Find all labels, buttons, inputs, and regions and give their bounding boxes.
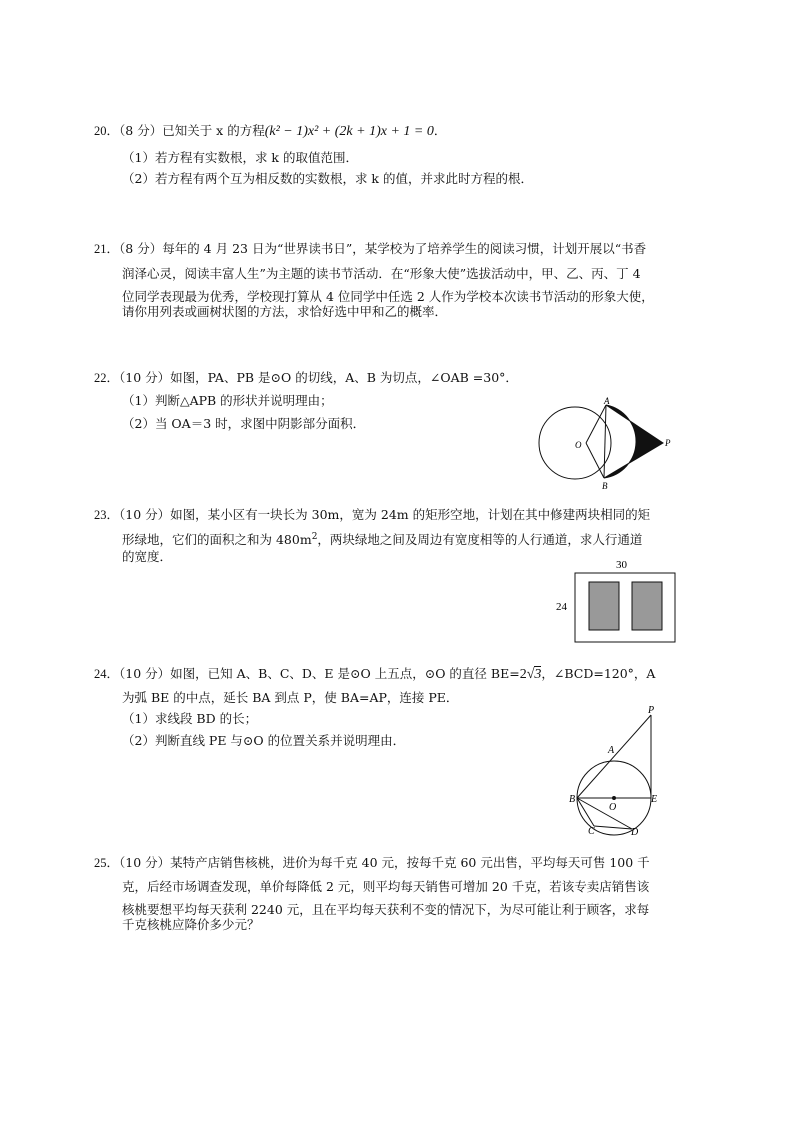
q24-center-dot [612, 796, 616, 800]
q23-width-label: 24 [556, 601, 567, 613]
q24-line-2: 为弧 BE 的中点，延长 BA 到点 P，使 BA=AP，连接 PE． [122, 690, 459, 705]
q24-line-cd [594, 826, 632, 829]
q24-label-d: D [631, 827, 639, 838]
q22-label-a: A [604, 396, 610, 406]
q25-line-1 [94, 853, 650, 873]
q22-part-2: （2）当 OA＝3 时，求图中阴影部分面积． [122, 416, 366, 431]
q21-line-3: 位同学表现最为优秀，学校现打算从 4 位同学中任选 2 人作为学校本次读书节活动的形象大使， [122, 289, 654, 304]
q21-score: （8 分） [119, 241, 163, 256]
q23-line-1 [94, 505, 650, 525]
q22-radius-oa [586, 405, 606, 443]
q22-stem [94, 368, 518, 388]
q24-label-o: O [609, 802, 617, 813]
q20-stem [94, 121, 446, 142]
q25-line-4: 千克核桃应降价多少元？ [122, 917, 260, 932]
q24-label-a: A [608, 745, 615, 756]
q22-figure [530, 396, 680, 491]
q23-sup: 2 [311, 532, 318, 542]
q24-label-c: C [588, 826, 595, 837]
q24-score: （10 分） [119, 666, 171, 681]
q21-text-1: 每年的 4 月 23 日为“世界读书日”，某学校为了培养学生的阅读习惯，计划开展以“书香 [162, 241, 647, 256]
q22-score: （10 分） [119, 370, 171, 385]
q24-part-2: （2）判断直线 PE 与⊙O 的位置关系并说明理由． [122, 733, 406, 748]
q24-label-e: E [651, 794, 658, 805]
q22-chord-ab [604, 405, 606, 478]
q25-score: （10 分） [119, 855, 171, 870]
q24-radicand: 3 [534, 667, 542, 682]
q21-line-4: 请你用列表或画树状图的方法，求恰好选中甲和乙的概率． [122, 304, 448, 319]
q24-line-bd [577, 798, 632, 829]
q21-line-2: 润泽心灵，阅读丰富人生”为主题的读书节活动．在“形象大使”选拔活动中，甲、乙、丙、丁 4 [122, 266, 641, 281]
q22-shaded-region [604, 405, 663, 478]
q25-text-1: 某特产店销售核桃，进价为每千克 40 元，按每千克 60 元出售，平均每天可售 100 千 [170, 855, 650, 870]
q23-green-plot-right [632, 582, 662, 630]
q24-label-p: P [648, 705, 655, 716]
q24-text-1b: ，∠BCD=120°，A [541, 666, 656, 681]
q21-line-1 [94, 239, 646, 259]
q23-green-plot-left [589, 582, 619, 630]
q24-sqrt-expr [520, 666, 542, 682]
q24-label-b: B [569, 794, 576, 805]
q20-stem-end: ． [433, 123, 447, 138]
q23-line-3: 的宽度． [122, 549, 173, 564]
q22-part-1: （1）判断△APB 的形状并说明理由； [122, 393, 333, 408]
q24-part-1: （1）求线段 BD 的长； [122, 711, 258, 726]
q22-label-p: P [665, 438, 671, 448]
q24-radical-sign: √ [526, 667, 535, 682]
q22-stem-text: 如图，PA、PB 是⊙O 的切线，A、B 为切点，∠OAB =30°． [170, 370, 518, 385]
q20-part-1: （1）若方程有实数根，求 k 的取值范围． [122, 150, 358, 165]
q23-number: 23． [94, 508, 120, 522]
q20-number: 20． [94, 124, 120, 138]
q23-text-1: 如图，某小区有一块长为 30m，宽为 24m 的矩形空地，计划在其中修建两块相同的矩 [170, 507, 651, 522]
q22-label-b: B [602, 481, 608, 491]
q21-number: 21． [94, 242, 120, 256]
q24-line-1 [94, 664, 655, 685]
q23-text-2a: 形绿地，它们的面积之和为 480m [122, 532, 312, 547]
q20-stem-text: 已知关于 x 的方程 [162, 123, 265, 138]
q25-line-2: 克，后经市场调查发现，单价每降低 2 元，则平均每天销售可增加 20 千克，若该专卖店销售该 [122, 879, 650, 894]
q22-label-o: O [575, 440, 582, 450]
q24-text-1a: 如图，已知 A、B、C、D、E 是⊙O 上五点，⊙O 的直径 BE= [170, 666, 520, 681]
q24-line-bp [577, 715, 651, 798]
q23-figure [552, 556, 682, 646]
q25-line-3: 核桃要想平均每天获利 2240 元，且在平均每天获利不变的情况下，为尽可能让利于顾客，求每 [122, 902, 650, 917]
q23-line-2 [122, 527, 642, 550]
q24-figure [560, 705, 670, 840]
q20-equation: (k² − 1)x² + (2k + 1)x + 1 = 0 [264, 124, 434, 139]
q23-score: （10 分） [119, 507, 171, 522]
q23-text-2b: ，两块绿地之间及周边有宽度相等的人行通道，求人行通道 [317, 532, 643, 547]
q20-part-2: （2）若方程有两个互为相反数的实数根，求 k 的值，并求此时方程的根． [122, 171, 533, 186]
q24-coef: 2 [519, 667, 527, 682]
q20-score: （8 分） [119, 123, 163, 138]
q23-length-label: 30 [616, 559, 627, 571]
q22-number: 22． [94, 371, 120, 385]
q25-number: 25． [94, 856, 120, 870]
q24-number: 24． [94, 667, 120, 681]
